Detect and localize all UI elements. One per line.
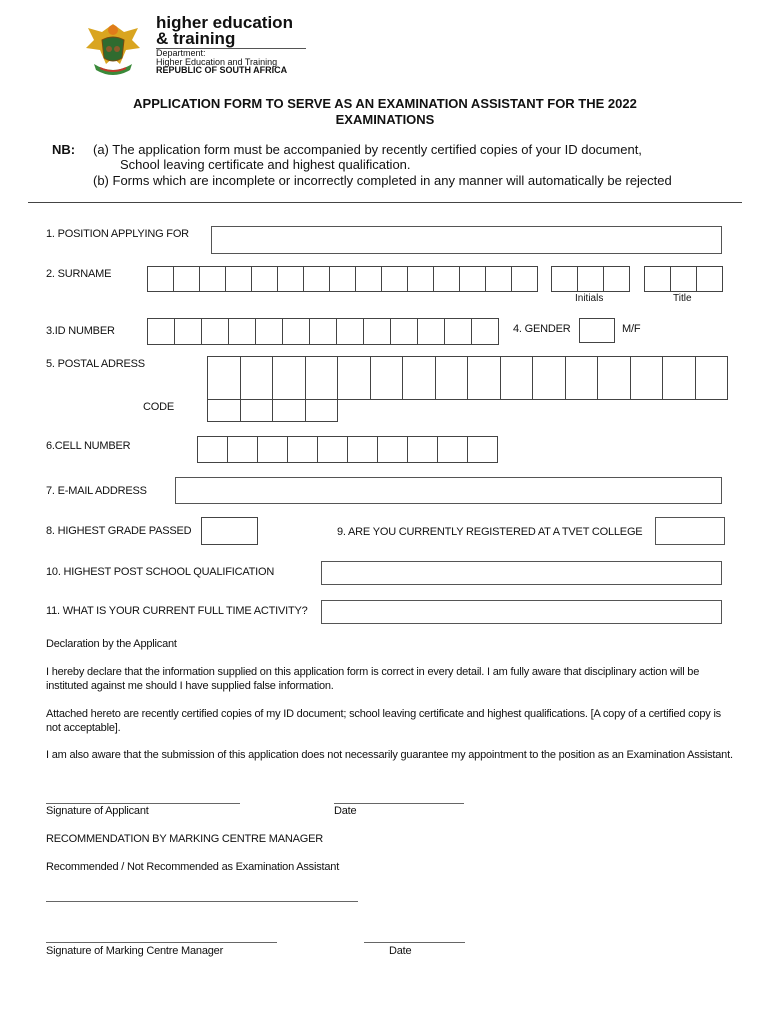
nb-label: NB: bbox=[52, 142, 76, 157]
highest-grade-label: 8. HIGHEST GRADE PASSED bbox=[46, 525, 192, 537]
coat-of-arms-logo bbox=[80, 18, 146, 80]
email-label: 7. E-MAIL ADDRESS bbox=[46, 485, 147, 497]
email-input[interactable] bbox=[175, 477, 722, 504]
postal-address-row-1[interactable] bbox=[207, 356, 728, 379]
gender-hint: M/F bbox=[622, 323, 641, 335]
applicant-signature-line[interactable] bbox=[46, 803, 240, 804]
manager-signature-label: Signature of Marking Centre Manager bbox=[46, 945, 224, 957]
declaration-p1-line-2: instituted against me should I have supplied false information. bbox=[46, 680, 334, 692]
initials-cells[interactable] bbox=[551, 266, 630, 292]
cell-number-cells[interactable] bbox=[197, 436, 498, 463]
highest-grade-input[interactable] bbox=[201, 517, 258, 545]
title-caption: Title bbox=[673, 293, 692, 304]
tvet-input[interactable] bbox=[655, 517, 725, 545]
manager-signature-line[interactable] bbox=[46, 942, 277, 943]
code-label: CODE bbox=[143, 401, 174, 413]
position-label: 1. POSITION APPLYING FOR bbox=[46, 228, 189, 240]
declaration-p1-line-1: I hereby declare that the information supplied on this application form is correct in every detail. I am fully aware that disciplinary action will be bbox=[46, 666, 700, 678]
surname-cells[interactable] bbox=[147, 266, 538, 292]
id-number-label: 3.ID NUMBER bbox=[46, 325, 115, 337]
department-name: Higher Education and Training bbox=[156, 57, 278, 67]
form-title-line-1: APPLICATION FORM TO SERVE AS AN EXAMINATION ASSISTANT FOR THE 2022 bbox=[133, 96, 637, 111]
nb-item-a-line-2: School leaving certificate and highest qualification. bbox=[120, 157, 411, 172]
cell-number-label: 6.CELL NUMBER bbox=[46, 440, 131, 452]
recommendation-write-line[interactable] bbox=[46, 901, 358, 902]
activity-label: 11. WHAT IS YOUR CURRENT FULL TIME ACTIVITY? bbox=[46, 605, 308, 617]
manager-date-line[interactable] bbox=[364, 942, 465, 943]
nb-item-b: (b) Forms which are incomplete or incorrectly completed in any manner will automatically be rejected bbox=[93, 173, 672, 188]
declaration-p3: I am also aware that the submission of this application does not necessarily guarantee my appointment to the position as an Examination Assistant. bbox=[46, 749, 733, 761]
declaration-p2-line-1: Attached hereto are recently certified copies of my ID document; school leaving certificate and highest qualifications. [A copy of a certified copy is bbox=[46, 708, 721, 720]
gender-input[interactable] bbox=[579, 318, 615, 343]
applicant-date-label: Date bbox=[334, 805, 357, 817]
position-input[interactable] bbox=[211, 226, 722, 254]
declaration-heading: Declaration by the Applicant bbox=[46, 638, 177, 650]
recommendation-heading: RECOMMENDATION BY MARKING CENTRE MANAGER bbox=[46, 833, 324, 845]
id-number-cells[interactable] bbox=[147, 318, 499, 345]
nb-item-a-line-1: (a) The application form must be accompanied by recently certified copies of your ID document, bbox=[93, 142, 642, 157]
form-title-line-2: EXAMINATIONS bbox=[335, 112, 435, 127]
brand-line-2: & training bbox=[156, 29, 236, 48]
initials-caption: Initials bbox=[575, 293, 604, 304]
qualification-input[interactable] bbox=[321, 561, 722, 585]
postal-address-label: 5. POSTAL ADRESS bbox=[46, 358, 145, 370]
brand-line-1: higher education bbox=[156, 13, 293, 32]
postal-address-row-2[interactable] bbox=[207, 378, 728, 400]
surname-label: 2. SURNAME bbox=[46, 268, 112, 280]
applicant-date-line[interactable] bbox=[334, 803, 464, 804]
qualification-label: 10. HIGHEST POST SCHOOL QUALIFICATION bbox=[46, 566, 275, 578]
tvet-label: 9. ARE YOU CURRENTLY REGISTERED AT A TVET COLLEGE bbox=[337, 526, 643, 538]
declaration-p2-line-2: not acceptable]. bbox=[46, 722, 121, 734]
recommended-line-text: Recommended / Not Recommended as Examination Assistant bbox=[46, 861, 340, 873]
section-divider bbox=[28, 202, 742, 203]
activity-input[interactable] bbox=[321, 600, 722, 624]
manager-date-label: Date bbox=[389, 945, 412, 957]
department-label: Department: bbox=[156, 48, 206, 58]
postal-code-cells[interactable] bbox=[207, 400, 338, 422]
title-cells[interactable] bbox=[644, 266, 723, 292]
gender-label: 4. GENDER bbox=[513, 323, 571, 335]
country-name: REPUBLIC OF SOUTH AFRICA bbox=[156, 65, 288, 75]
applicant-signature-label: Signature of Applicant bbox=[46, 805, 149, 817]
